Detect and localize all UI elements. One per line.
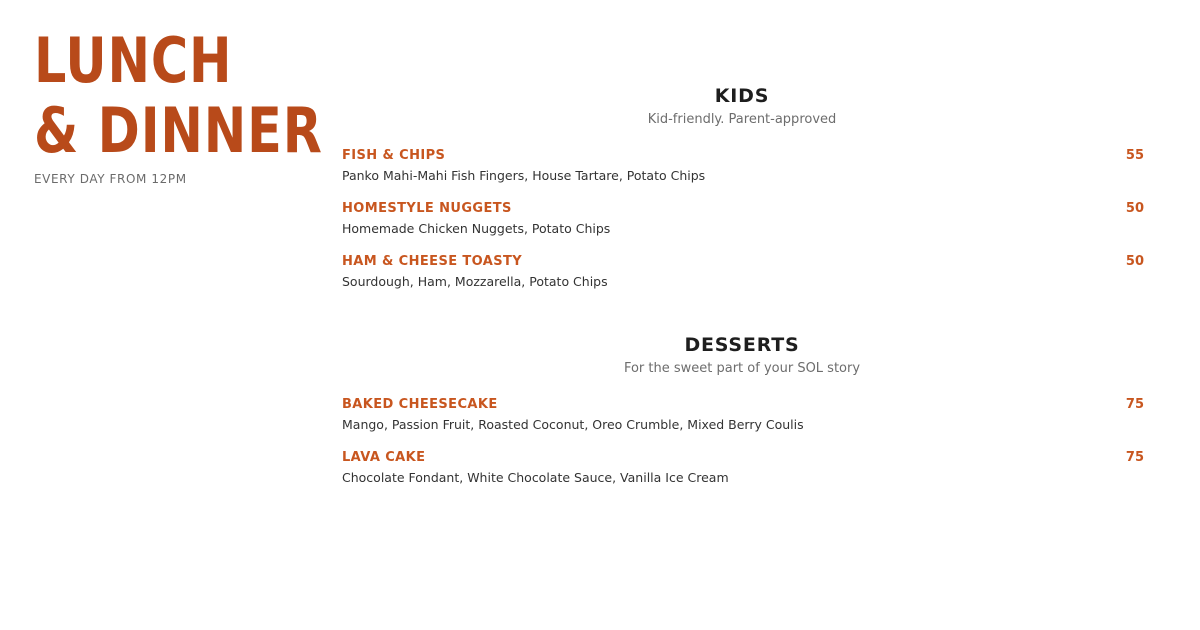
brand-title-line-1: LUNCH: [34, 24, 233, 97]
menu-item-name: LAVA CAKE: [342, 450, 426, 465]
menu-item-name: HAM & CHEESE TOASTY: [342, 254, 523, 269]
menu-section-kids: [342, 84, 1144, 289]
section-header: [340, 84, 1144, 128]
section-subtitle: Kid-friendly. Parent-approved: [647, 112, 837, 127]
menu-item-name: FISH & CHIPS: [342, 148, 446, 163]
section-subtitle: For the sweet part of your SOL story: [623, 361, 861, 376]
menu-item-name: BAKED CHEESECAKE: [342, 397, 498, 412]
menu-item-description: Homemade Chicken Nuggets, Potato Chips: [342, 221, 611, 236]
menu-item: [342, 254, 1144, 289]
brand-title-line-2: & DINNER: [34, 94, 323, 167]
menu-item-name: HOMESTYLE NUGGETS: [342, 201, 512, 216]
menu-item-description: Sourdough, Ham, Mozzarella, Potato Chips: [342, 274, 608, 289]
menu-item-price: 75: [1125, 397, 1144, 412]
section-header: [340, 333, 1144, 377]
brand-hours: EVERY DAY FROM 12PM: [34, 172, 187, 186]
section-items: [342, 148, 1144, 289]
menu: [342, 84, 1144, 529]
menu-item: [342, 397, 1144, 432]
section-title: DESSERTS: [684, 334, 800, 356]
menu-item: [342, 201, 1144, 236]
menu-item-row: [342, 201, 1144, 217]
brand-block: [34, 24, 323, 186]
menu-item: [342, 450, 1144, 485]
menu-item-description: Panko Mahi-Mahi Fish Fingers, House Tartare, Potato Chips: [342, 168, 706, 183]
section-title: KIDS: [714, 85, 770, 107]
menu-item-price: 75: [1125, 450, 1144, 465]
menu-section-desserts: [342, 333, 1144, 485]
menu-item-row: [342, 450, 1144, 466]
menu-item-row: [342, 254, 1144, 270]
menu-item-row: [342, 148, 1144, 164]
section-items: [342, 397, 1144, 485]
menu-item-price: 50: [1125, 254, 1144, 269]
menu-item-description: Chocolate Fondant, White Chocolate Sauce, Vanilla Ice Cream: [342, 470, 729, 485]
menu-item-row: [342, 397, 1144, 413]
menu-item-price: 50: [1125, 201, 1144, 216]
menu-item: [342, 148, 1144, 183]
menu-item-description: Mango, Passion Fruit, Roasted Coconut, Oreo Crumble, Mixed Berry Coulis: [342, 417, 804, 432]
menu-item-price: 55: [1125, 148, 1144, 163]
